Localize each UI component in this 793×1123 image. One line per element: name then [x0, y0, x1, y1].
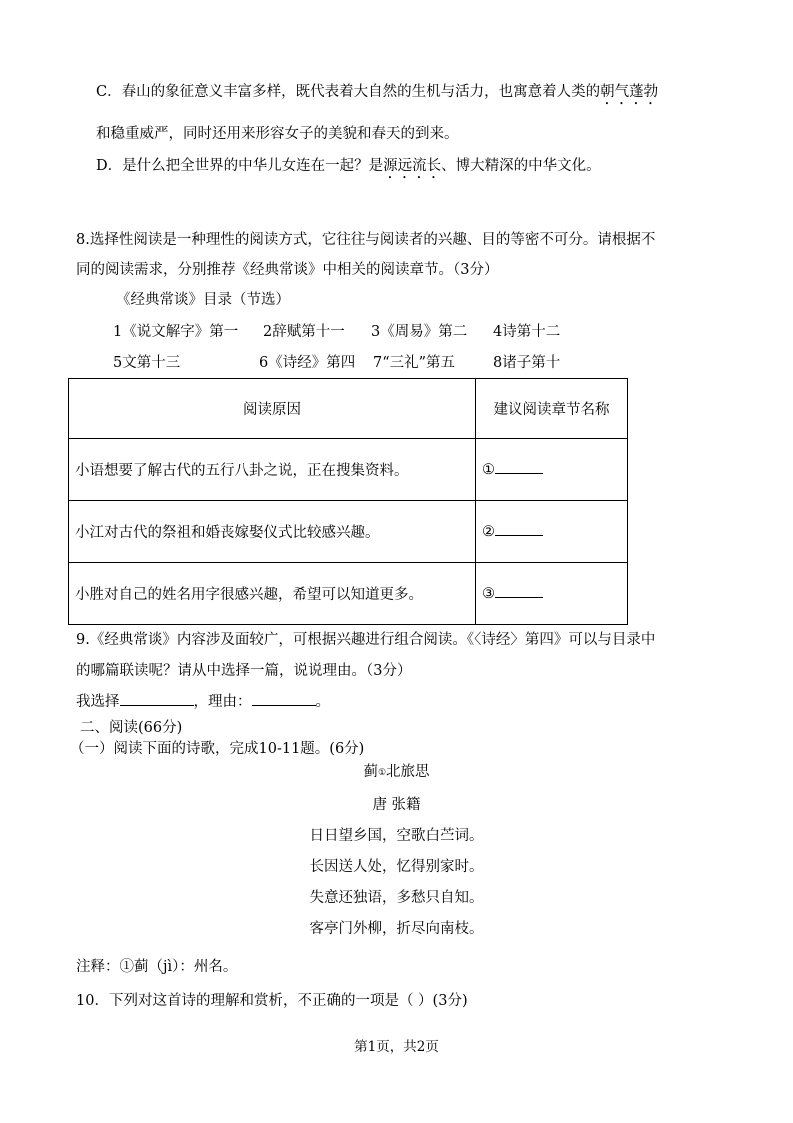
table-cell-answer[interactable] — [476, 563, 628, 625]
toc-row-2 — [113, 353, 560, 373]
answer-blank[interactable] — [495, 585, 543, 598]
q8-line-2: 同的阅读需求，分别推荐《经典常谈》中相关的阅读章节。（3分） — [76, 262, 499, 278]
toc-item: 2辞赋第十一 — [263, 324, 345, 340]
poem-note: 注释：①蓟（jì）：州名。 — [76, 959, 238, 975]
table-cell-answer[interactable] — [476, 439, 628, 501]
toc-item: 6《诗经》第四 — [259, 355, 356, 371]
table-header-row — [69, 379, 628, 439]
poem-title-pre: 蓟 — [363, 764, 378, 780]
poem-title-post: 北旅思 — [386, 764, 430, 780]
table-row — [69, 501, 628, 563]
toc-item: 5文第十三 — [113, 355, 181, 371]
toc-row-1 — [113, 322, 560, 342]
table-row — [69, 439, 628, 501]
section-2-part-1: （一）阅读下面的诗歌，完成10-11题。(6分) — [70, 741, 365, 757]
table-cell-reason: 小江对古代的祭祖和婚丧嫁娶仪式比较感兴趣。 — [69, 501, 476, 563]
poem-author: 唐 张籍 — [372, 797, 421, 813]
option-d-line — [96, 156, 601, 182]
poem-line: 长因送人处，忆得别家时。 — [309, 859, 484, 875]
poem-title — [0, 762, 793, 783]
toc-item: 7“三礼”第五 — [373, 355, 456, 371]
answer-blank[interactable] — [495, 523, 543, 536]
poem-line: 日日望乡国，空歌白苎词。 — [309, 828, 484, 844]
reason-blank[interactable] — [252, 693, 316, 706]
toc-item: 8诸子第十 — [493, 355, 561, 371]
option-c-emphasis: 朝气蓬勃 — [600, 84, 659, 100]
q8-line-1: 8.选择性阅读是一种理性的阅读方式，它往往与阅读者的兴趣、目的等密不可分。请根据不 — [76, 232, 656, 248]
poem-line: 失意还独语，多愁只自知。 — [309, 890, 484, 906]
answer-marker: ③ — [482, 586, 495, 602]
table-header-chapter: 建议阅读章节名称 — [476, 379, 628, 439]
choice-blank[interactable] — [120, 693, 194, 706]
reason-label: ，理由： — [193, 694, 252, 710]
q9-line-1: 9.《经典常谈》内容涉及面较广，可根据兴趣进行组合阅读。《〈诗经〉第四》可以与目录中 — [76, 632, 656, 648]
section-2-title: 二、阅读(66分) — [80, 720, 183, 736]
page-footer: 第1页，共2页 — [354, 1039, 439, 1055]
table-row — [69, 563, 628, 625]
footnote-mark: ① — [377, 768, 387, 778]
choose-label: 我选择 — [76, 694, 120, 710]
reading-table — [68, 378, 628, 625]
table-header-reason: 阅读原因 — [69, 379, 476, 439]
option-d-text: D．是什么把全世界的中华儿女连在一起？是 — [96, 158, 384, 174]
toc-title: 《经典常谈》目录（节选） — [116, 292, 290, 308]
toc-item: 4诗第十二 — [493, 324, 561, 340]
option-c-line-2: 和稳重威严，同时还用来形容女子的美貌和春天的到来。 — [96, 126, 459, 142]
q10-line: 10．下列对这首诗的理解和赏析，不正确的一项是（ ）(3分) — [76, 993, 468, 1009]
answer-marker: ① — [482, 462, 495, 478]
answer-blank[interactable] — [495, 461, 543, 474]
toc-item: 1《说文解字》第一 — [113, 324, 239, 340]
answer-end: 。 — [315, 694, 330, 710]
option-d-suffix: 、博大精深的中华文化。 — [441, 158, 601, 174]
option-c-text: C．春山的象征意义丰富多样，既代表着大自然的生机与活力，也寓意着人类的 — [96, 84, 601, 100]
q9-line-2: 的哪篇联读呢？请从中选择一篇，说说理由。（3分） — [76, 663, 412, 679]
q9-answer-line — [76, 692, 330, 712]
table-cell-reason: 小语想要了解古代的五行八卦之说，正在搜集资料。 — [69, 439, 476, 501]
toc-item: 3《周易》第二 — [371, 324, 468, 340]
table-cell-reason: 小胜对自己的姓名用字很感兴趣，希望可以知道更多。 — [69, 563, 476, 625]
table-cell-answer[interactable] — [476, 501, 628, 563]
poem-line: 客亭门外柳，折尽向南枝。 — [309, 921, 484, 937]
option-c-line-1 — [96, 82, 658, 108]
answer-marker: ② — [482, 524, 495, 540]
option-d-emphasis: 源远流长 — [383, 158, 442, 174]
